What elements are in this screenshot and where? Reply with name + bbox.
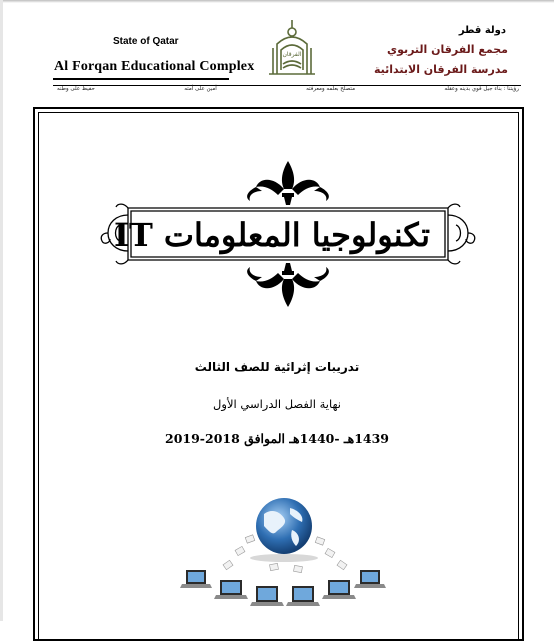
- cover-term: نهاية الفصل الدراسي الأول: [213, 397, 341, 411]
- window-left-edge: [0, 0, 3, 621]
- motto-line: [57, 86, 519, 92]
- complex-underline: [53, 78, 229, 80]
- cover-title: تكنولوجيا المعلومات IT: [113, 216, 430, 254]
- motto-item: متصلح بعلمه ومعرفته: [306, 86, 356, 92]
- svg-text:الفرقان: الفرقان: [282, 51, 302, 58]
- cover-year: 1439هـ -1440هـ الموافق 2018-2019: [165, 431, 389, 446]
- state-name-ar: دولة قطر: [458, 25, 506, 36]
- motto-item: حفيظ على وطنه: [57, 86, 95, 92]
- complex-name-ar: مجمع الفرقان التربوي: [386, 43, 508, 56]
- window-top-shadow: [0, 0, 554, 3]
- complex-name-en: Al Forqan Educational Complex: [54, 59, 255, 74]
- school-logo-icon: [263, 18, 321, 80]
- state-name-en: State of Qatar: [113, 36, 179, 47]
- motto-item: أمين على أمته: [184, 86, 217, 92]
- school-name-ar: مدرسة الفرقان الابتدائية: [373, 63, 508, 76]
- motto-item: رؤيتنا : بناء جيل قوي بدينه وعقله: [444, 86, 519, 92]
- cover-subtitle: تدريبات إثرائية للصف الثالث: [194, 360, 360, 374]
- network-globe-icon: [176, 496, 386, 616]
